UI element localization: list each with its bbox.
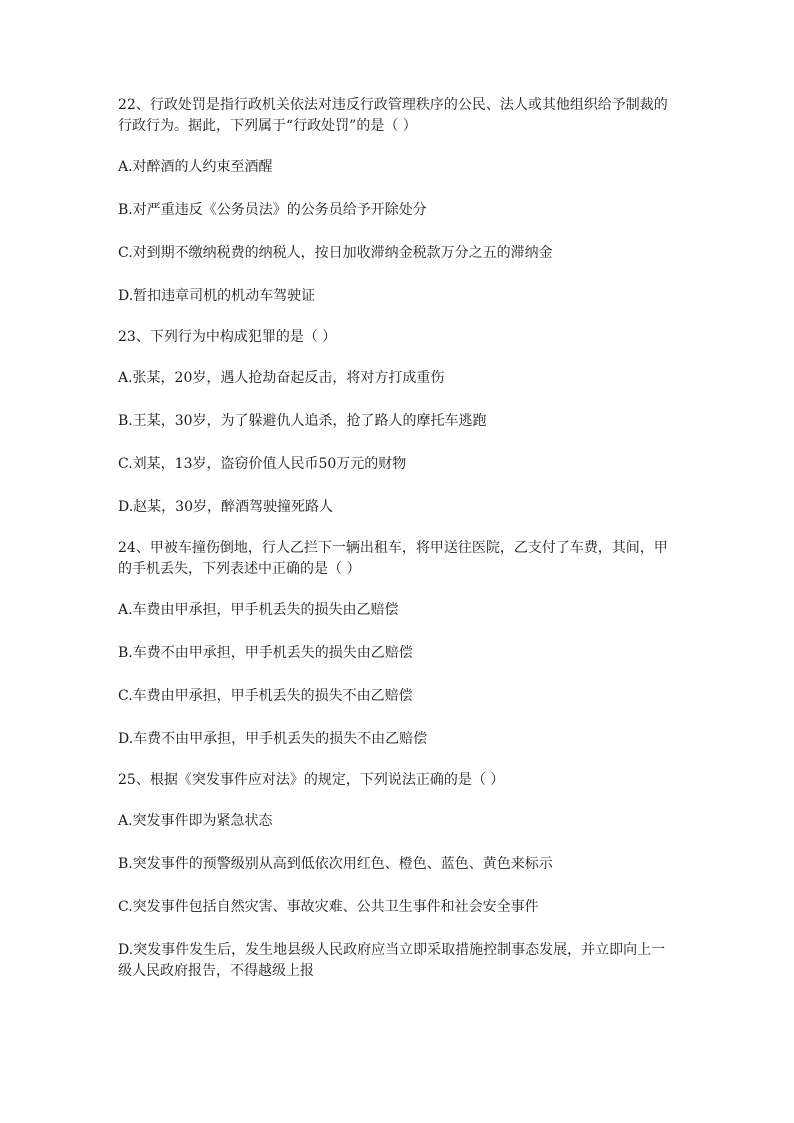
option-d: D.突发事件发生后，发生地县级人民政府应当立即采取措施控制事态发展，并立即向上一级人民政府报告，不得越级上报 <box>118 942 666 979</box>
question-22 <box>118 95 676 307</box>
option-c: C.突发事件包括自然灾害、事故灾难、公共卫生事件和社会安全事件 <box>118 899 539 915</box>
option-a: A.突发事件即为紧急状态 <box>118 813 273 829</box>
option-a: A.车费由甲承担，甲手机丢失的损失由乙赔偿 <box>118 602 399 618</box>
question-stem: 23、下列行为中构成犯罪的是（ ） <box>118 329 337 345</box>
question-stem: 24、甲被车撞伤倒地，行人乙拦下一辆出租车，将甲送往医院，乙支付了车费，其间，甲的手机丢失，下列表述中正确的是（ ） <box>118 540 668 577</box>
option-b: B.车费不由甲承担，甲手机丢失的损失由乙赔偿 <box>118 645 413 661</box>
question-stem: 22、行政处罚是指行政机关依法对违反行政管理秩序的公民、法人或其他组织给予制裁的行政行为。据此，下列属于“行政处罚”的是（ ） <box>118 97 668 134</box>
option-b: B.王某，30岁，为了躲避仇人追杀，抢了路人的摩托车逃跑 <box>118 413 487 429</box>
option-b: B.对严重违反《公务员法》的公务员给予开除处分 <box>118 202 427 218</box>
option-c: C.车费由甲承担，甲手机丢失的损失不由乙赔偿 <box>118 688 413 704</box>
option-d: D.暂扣违章司机的机动车驾驶证 <box>118 288 316 304</box>
option-c: C.对到期不缴纳税费的纳税人，按日加收滞纳金税款万分之五的滞纳金 <box>118 245 553 261</box>
option-d: D.车费不由甲承担，甲手机丢失的损失不由乙赔偿 <box>118 731 428 747</box>
option-a: A.对醉酒的人约束至酒醒 <box>118 159 273 175</box>
option-d: D.赵某，30岁，醉酒驾驶撞死路人 <box>118 499 333 515</box>
question-24 <box>118 538 676 750</box>
option-a: A.张某，20岁，遇人抢劫奋起反击，将对方打成重伤 <box>118 370 445 386</box>
question-25 <box>118 770 676 982</box>
question-23 <box>118 327 676 518</box>
option-c: C.刘某，13岁，盗窃价值人民币50万元的财物 <box>118 456 407 472</box>
question-stem: 25、根据《突发事件应对法》的规定，下列说法正确的是（ ） <box>118 772 505 788</box>
option-b: B.突发事件的预警级别从高到低依次用红色、橙色、蓝色、黄色来标示 <box>118 856 553 872</box>
